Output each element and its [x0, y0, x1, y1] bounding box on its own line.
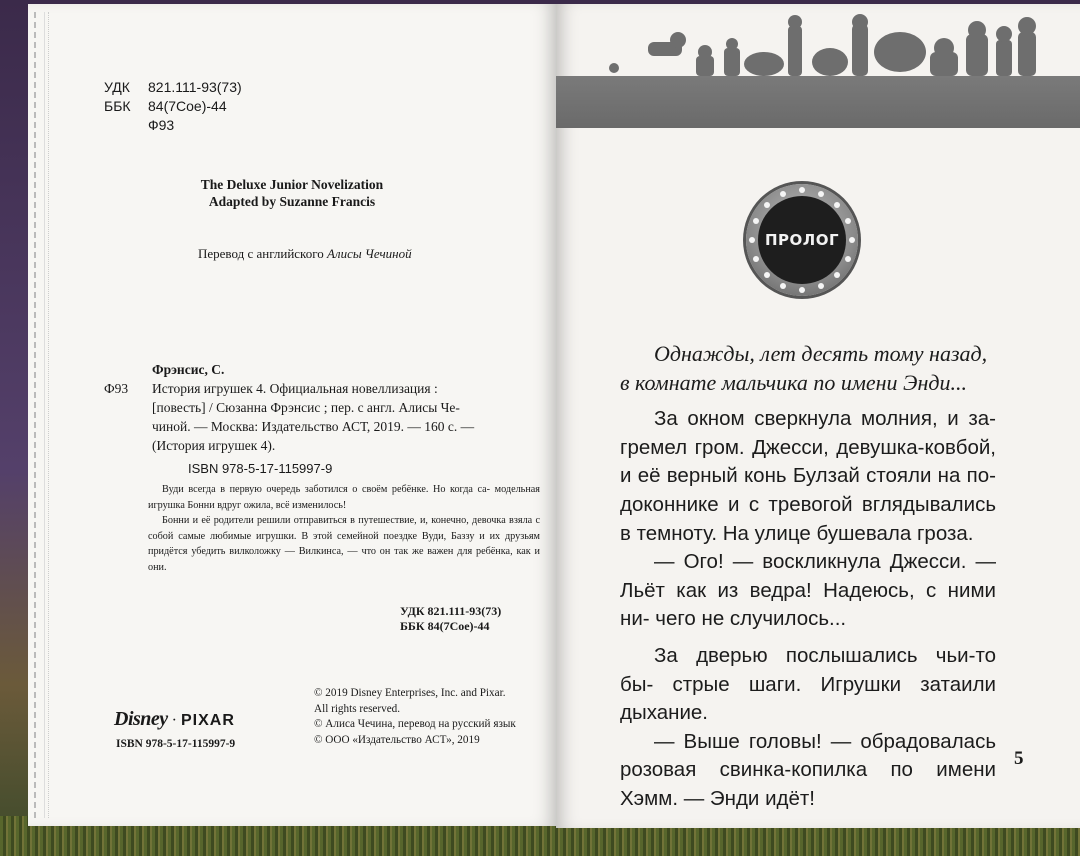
badge-bulb	[834, 272, 840, 278]
translation-prefix: Перевод с английского	[198, 246, 324, 261]
copyright-line: © 2019 Disney Enterprises, Inc. and Pixar.	[314, 687, 506, 699]
badge-bulb	[749, 237, 755, 243]
badge-bulb	[764, 272, 770, 278]
copyright-line: All rights reserved.	[314, 702, 401, 715]
biblio-author: Фрэнсис, С.	[152, 362, 225, 377]
biblio-code: Ф93	[104, 381, 129, 396]
left-page	[28, 4, 556, 826]
author-code: Ф93	[148, 117, 175, 133]
page-number: 5	[1014, 748, 1024, 769]
intro-line: в комнате мальчика по имени Энди...	[620, 369, 967, 395]
badge-bulb	[799, 287, 805, 293]
biblio-line: (История игрушек 4).	[152, 438, 276, 453]
disney-pixar-logo	[114, 708, 235, 731]
story-paragraph: — Ого! — воскликнула Джесси. — Льёт как из ведра! Надеюсь, с ними ни- чего не случилось...	[620, 550, 996, 631]
badge-bulb	[845, 256, 851, 262]
story-paragraph: За окном сверкнула молния, и за- гремел гром. Джесси, девушка-ковбой, и её верный конь Булзай стояли на по- доконнике и с тревогой вглядывались в темноту. На улице бушевала гроза.	[620, 407, 996, 545]
badge-center	[758, 196, 846, 284]
copyright-line: © ООО «Издательство АСТ», 2019	[314, 733, 480, 746]
biblio-line: История игрушек 4. Официальная новеллизация :	[152, 381, 438, 396]
badge-bulb	[753, 218, 759, 224]
badge-bulb	[753, 256, 759, 262]
badge-bulb	[780, 283, 786, 289]
copyright-line: © Алиса Чечина, перевод на русский язык	[314, 718, 516, 730]
udk-label: УДК	[104, 79, 130, 95]
page-edge-inner	[48, 12, 53, 818]
annotation	[148, 482, 540, 575]
bibliographic-record	[104, 360, 544, 478]
biblio-isbn: ISBN 978-5-17-115997-9	[188, 461, 333, 476]
toy-silhouettes-illustration	[604, 12, 1044, 78]
biblio-line: [повесть] / Сюзанна Фрэнсис ; пер. с англ. Алисы Че-	[152, 400, 460, 415]
chapter-banner	[556, 76, 1080, 128]
badge-label: ПРОЛОГ	[764, 231, 840, 249]
udk-summary	[400, 604, 501, 634]
adapted-by-line: Adapted by Suzanne Francis	[208, 194, 376, 209]
right-page	[556, 4, 1080, 828]
english-title-line: The Deluxe Junior Novelization	[200, 177, 384, 192]
translator-name: Алисы Чечиной	[326, 246, 412, 261]
udk-block	[104, 78, 242, 135]
bbk-summary-line: ББК 84(7Сое)-44	[400, 619, 490, 633]
logo-separator: ·	[171, 712, 177, 729]
pixar-wordmark: PIXAR	[181, 712, 235, 729]
story-paragraph: — Выше головы! — обрадовалась розовая свинка-копилка по имени Хэмм. — Энди идёт!	[620, 729, 996, 810]
badge-bulb	[849, 237, 855, 243]
intro-paragraph	[620, 340, 996, 397]
intro-line: Однажды, лет десять тому назад,	[654, 341, 988, 366]
page-edge	[34, 12, 45, 818]
badge-bulb	[845, 218, 851, 224]
english-title	[28, 176, 556, 210]
badge-bulb	[764, 202, 770, 208]
prologue-badge	[746, 184, 858, 296]
story-text	[620, 340, 996, 814]
bbk-label: ББК	[104, 98, 131, 114]
badge-bulb	[834, 202, 840, 208]
annotation-paragraph: Вуди всегда в первую очередь заботился о своём ребёнке. Но когда са- модельная игрушка Бонни вдруг ожила, всё изменилось!	[148, 484, 540, 511]
translation-credit	[198, 246, 412, 262]
biblio-line: чиной. — Москва: Издательство АСТ, 2019. — 160 с. —	[152, 419, 475, 434]
udk-value: 821.111-93(73)	[148, 79, 242, 95]
badge-bulb	[818, 283, 824, 289]
badge-bulb	[818, 191, 824, 197]
bbk-value: 84(7Сое)-44	[148, 98, 227, 114]
udk-summary-line: УДК 821.111-93(73)	[400, 604, 502, 618]
disney-wordmark: Disney	[114, 708, 168, 730]
badge-bulb	[780, 191, 786, 197]
story-paragraph: За дверью послышались чьи-то бы- стрые шаги. Игрушки затаили дыхание.	[620, 643, 996, 725]
isbn-under-logo: ISBN 978-5-17-115997-9	[116, 738, 236, 750]
biblio-description	[152, 379, 474, 455]
annotation-paragraph: Бонни и её родители решили отправиться в путешествие, и, конечно, девочка взяла с собой самые любимые игрушки. В этой семейной поездке Вуди, Баззу и их друзьям придётся убедить вилколожку — Вилкинса, — что он так же важен для ребёнка, как и они.	[148, 515, 540, 573]
copyright-block	[314, 686, 516, 748]
badge-bulb	[799, 187, 805, 193]
